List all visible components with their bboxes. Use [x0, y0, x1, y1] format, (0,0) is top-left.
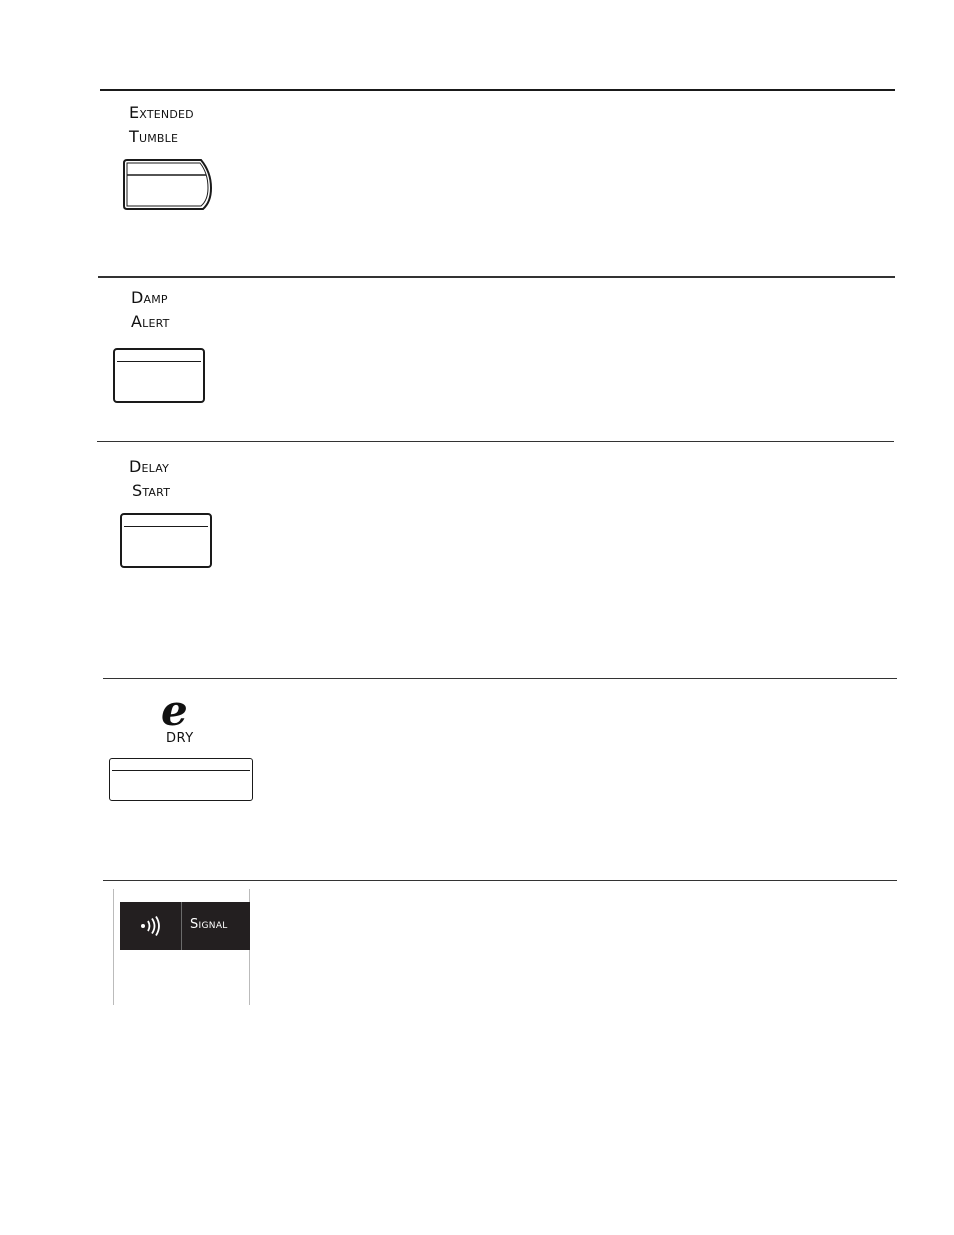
signal-panel[interactable]: [120, 902, 250, 950]
section-divider: [98, 276, 895, 278]
damp-alert-line-2: Alert: [131, 312, 170, 331]
extended-tumble-button[interactable]: [121, 158, 215, 212]
delay-start-line-1: Delay: [129, 457, 170, 476]
section-divider: [97, 441, 894, 442]
edry-button[interactable]: [109, 758, 253, 801]
sound-waves-icon: [140, 916, 162, 936]
signal-frame-left: [113, 889, 114, 1005]
extended-tumble-line-2: Tumble: [129, 127, 179, 146]
signal-divider: [181, 902, 182, 950]
section-divider: [103, 880, 897, 881]
section-divider: [103, 678, 897, 679]
damp-alert-line-1: Damp: [131, 288, 168, 307]
damp-alert-label: [131, 286, 170, 334]
delay-start-line-2: Start: [132, 481, 171, 500]
delay-start-label: [129, 455, 170, 503]
extended-tumble-line-1: Extended: [129, 103, 194, 122]
delay-start-button[interactable]: [120, 513, 212, 568]
section-divider: [100, 89, 895, 91]
damp-alert-button[interactable]: [113, 348, 205, 403]
edry-logo-word: DRY: [166, 731, 194, 746]
extended-tumble-label: [129, 101, 194, 149]
signal-label: Signal: [190, 917, 228, 932]
edry-logo-mark: e: [161, 686, 188, 735]
